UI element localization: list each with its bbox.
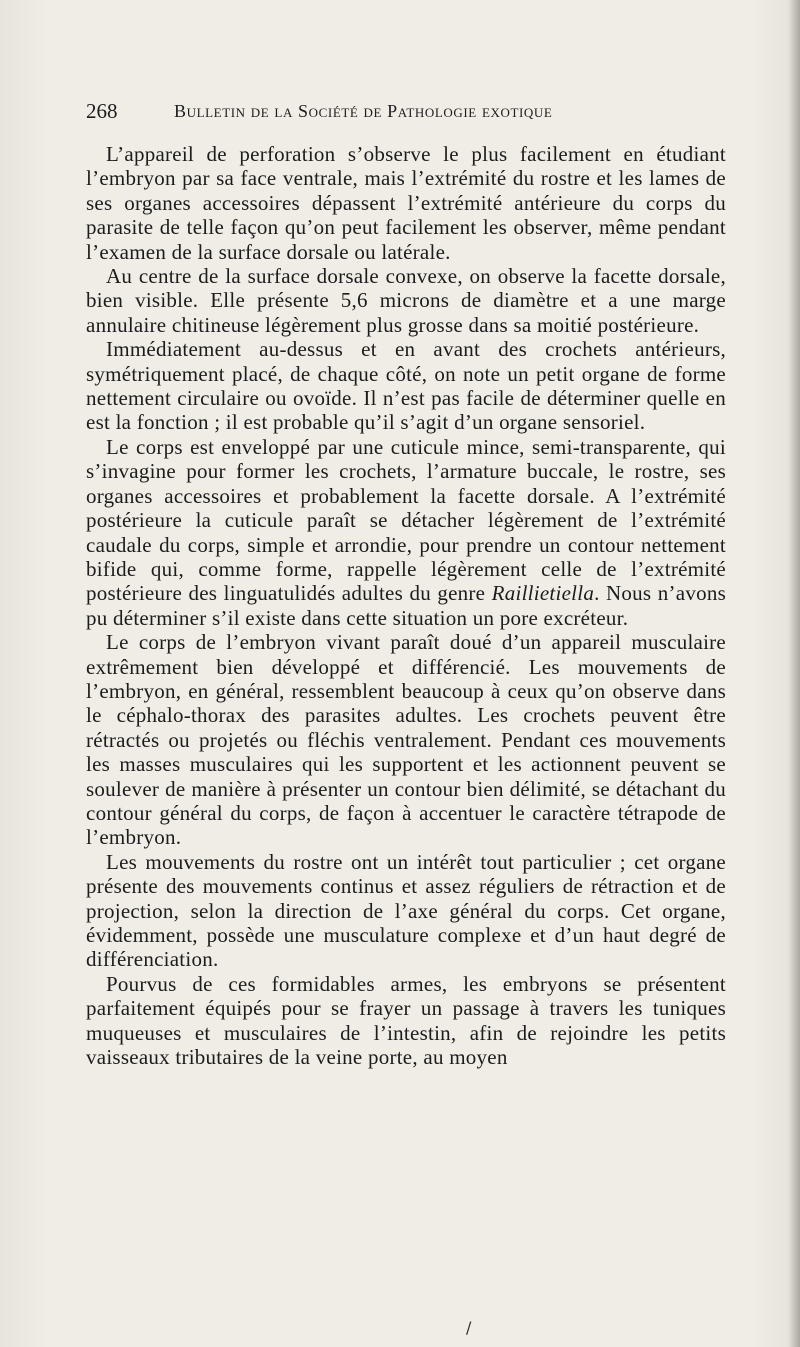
paragraph-4: Le corps est enveloppé par une cuticule mince, semi-transparente, qui s’invagine pour former les crochets, l’armature buccale, le rostre, ses organes accessoires et probablement la facette dorsale. A l’extrémité postérieure la cuticule paraît se détacher légèrement de l’extrémité caudale du corps, simple et arrondie, pour prendre un contour nettement bifide qui, comme forme, rappelle légèrement celle de l’extrémité postérieure des linguatulidés adultes du genre Raillietiella. Nous n’avons pu déterminer s’il existe dans cette situation un pore excréteur. — [86, 434, 726, 630]
article-body — [86, 142, 726, 1069]
page-edge-shadow — [788, 0, 800, 1347]
footer-mark: / — [466, 1318, 472, 1337]
page-number: 268 — [86, 99, 118, 123]
page-header — [86, 96, 726, 126]
running-head: Bulletin de la Société de Pathologie exotique — [174, 101, 553, 121]
paragraph-5: Le corps de l’embryon vivant paraît doué d’un appareil musculaire extrêmement bien développé et différencié. Les mouvements de l’embryon, en général, ressemblent beaucoup à ceux qu’on observe dans le céphalo-thorax des parasites adultes. Les crochets peuvent être rétractés ou projetés ou fléchis ventralement. Pendant ces mouvements les masses musculaires qui les supportent et les actionnent peuvent se soulever de manière à présenter un contour bien délimité, se détachant du contour général du corps, de façon à accentuer le caractère tétrapode de l’embryon. — [86, 630, 726, 850]
paragraph-3: Immédiatement au-dessus et en avant des crochets antérieurs, symétriquement placé, de chaque côté, on note un petit organe de forme nettement circulaire ou ovoïde. Il n’est pas facile de déterminer quelle en est la fonction ; il est probable qu’il s’agit d’un organe sensoriel. — [86, 337, 726, 435]
paragraph-6: Les mouvements du rostre ont un intérêt tout particulier ; cet organe présente des mouvements continus et assez réguliers de rétraction et de projection, selon la direction de l’axe général du corps. Cet organe, évidemment, possède une musculature complexe et d’un haut degré de différenciation. — [86, 849, 726, 972]
paragraph-7: Pourvus de ces formidables armes, les embryons se présentent parfaitement équipés pour se frayer un passage à travers les tuniques muqueuses et musculaires de l’intestin, afin de rejoindre les petits vaisseaux tributaires de la veine porte, au moyen — [86, 971, 726, 1070]
paragraph-1: L’appareil de perforation s’observe le plus facilement en étudiant l’embryon par sa face ventrale, mais l’extrémité du rostre et les lames de ses organes accessoires dépassent l’extrémité antérieure du corps du parasite de telle façon qu’on peut facilement les observer, même pendant l’examen de la surface dorsale ou latérale. — [86, 142, 726, 264]
genus-name: Raillietiella — [491, 581, 595, 606]
paragraph-2: Au centre de la surface dorsale convexe, on observe la facette dorsale, bien visible. Elle présente 5,6 microns de diamètre et a une marge annulaire chitineuse légèrement plus grosse dans sa moitié postérieure. — [86, 264, 726, 337]
